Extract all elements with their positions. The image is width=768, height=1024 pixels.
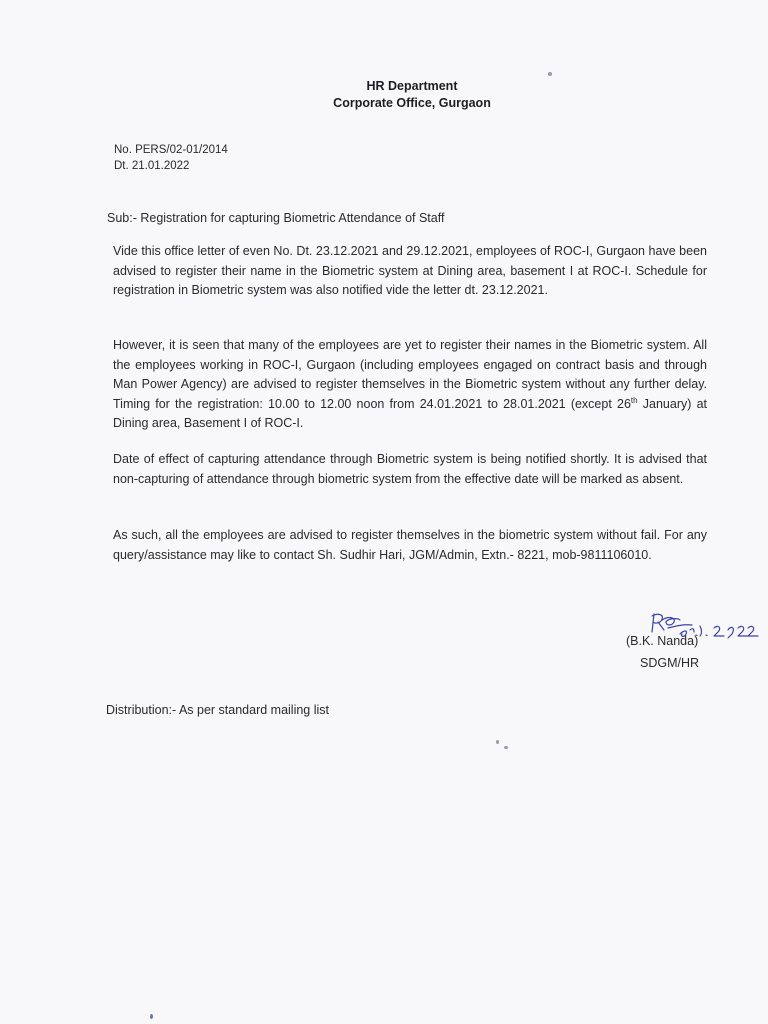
body-paragraph-2	[113, 336, 707, 434]
paragraph-2-text-end: January) at Dining area, Basement I of ROC-I.	[113, 396, 707, 430]
body-paragraph-4: As such, all the employees are advised to register themselves in the biometric system without fail. For any query/assistance may like to contact Sh. Sudhir Hari, JGM/Admin, Extn.- 8221, mob-9811106010.	[113, 528, 707, 562]
office-name: Corporate Office, Gurgaon	[333, 96, 491, 110]
distribution-line: Distribution:- As per standard mailing list	[106, 703, 330, 717]
body-paragraph-3: Date of effect of capturing attendance through Biometric system is being notified shortly. It is advised that non-capturing of attendance through biometric system from the effective date will be marked as absent.	[113, 452, 707, 486]
scan-speck	[548, 72, 552, 76]
letter-date: Dt. 21.01.2022	[114, 160, 190, 172]
scan-speck	[504, 746, 508, 749]
reference-number: No. PERS/02-01/2014	[114, 144, 228, 156]
department-name: HR Department	[366, 79, 458, 93]
paragraph-2-text: However, it is seen that many of the employees are yet to register their names in the Biometric system. All the employees working in ROC-I, Gurgaon (including employees engaged on contract basis and through Man Power Agency) are advised to register themselves in the Biometric system without any further delay. Timing for the registration: 10.00 to 12.00 noon from 24.01.2021 to 28.01.2021 (except 26	[113, 338, 707, 411]
subject-line: Sub:- Registration for capturing Biometric Attendance of Staff	[107, 211, 445, 225]
signatory-designation: SDGM/HR	[640, 656, 700, 670]
body-paragraph-1: Vide this office letter of even No. Dt. 23.12.2021 and 29.12.2021, employees of ROC-I, Gurgaon have been advised to register their name in the Biometric system at Dining area, basement I at ROC-I. Schedule for registration in Biometric system was also notified vide the letter dt. 23.12.2021.	[113, 244, 707, 297]
ordinal-suffix: th	[630, 395, 638, 405]
reference-block	[114, 142, 228, 174]
signature-block	[600, 624, 760, 684]
letterhead	[0, 78, 768, 112]
signatory-name: (B.K. Nanda)	[626, 634, 699, 648]
scan-speck	[150, 1014, 153, 1019]
scan-speck	[496, 740, 499, 744]
